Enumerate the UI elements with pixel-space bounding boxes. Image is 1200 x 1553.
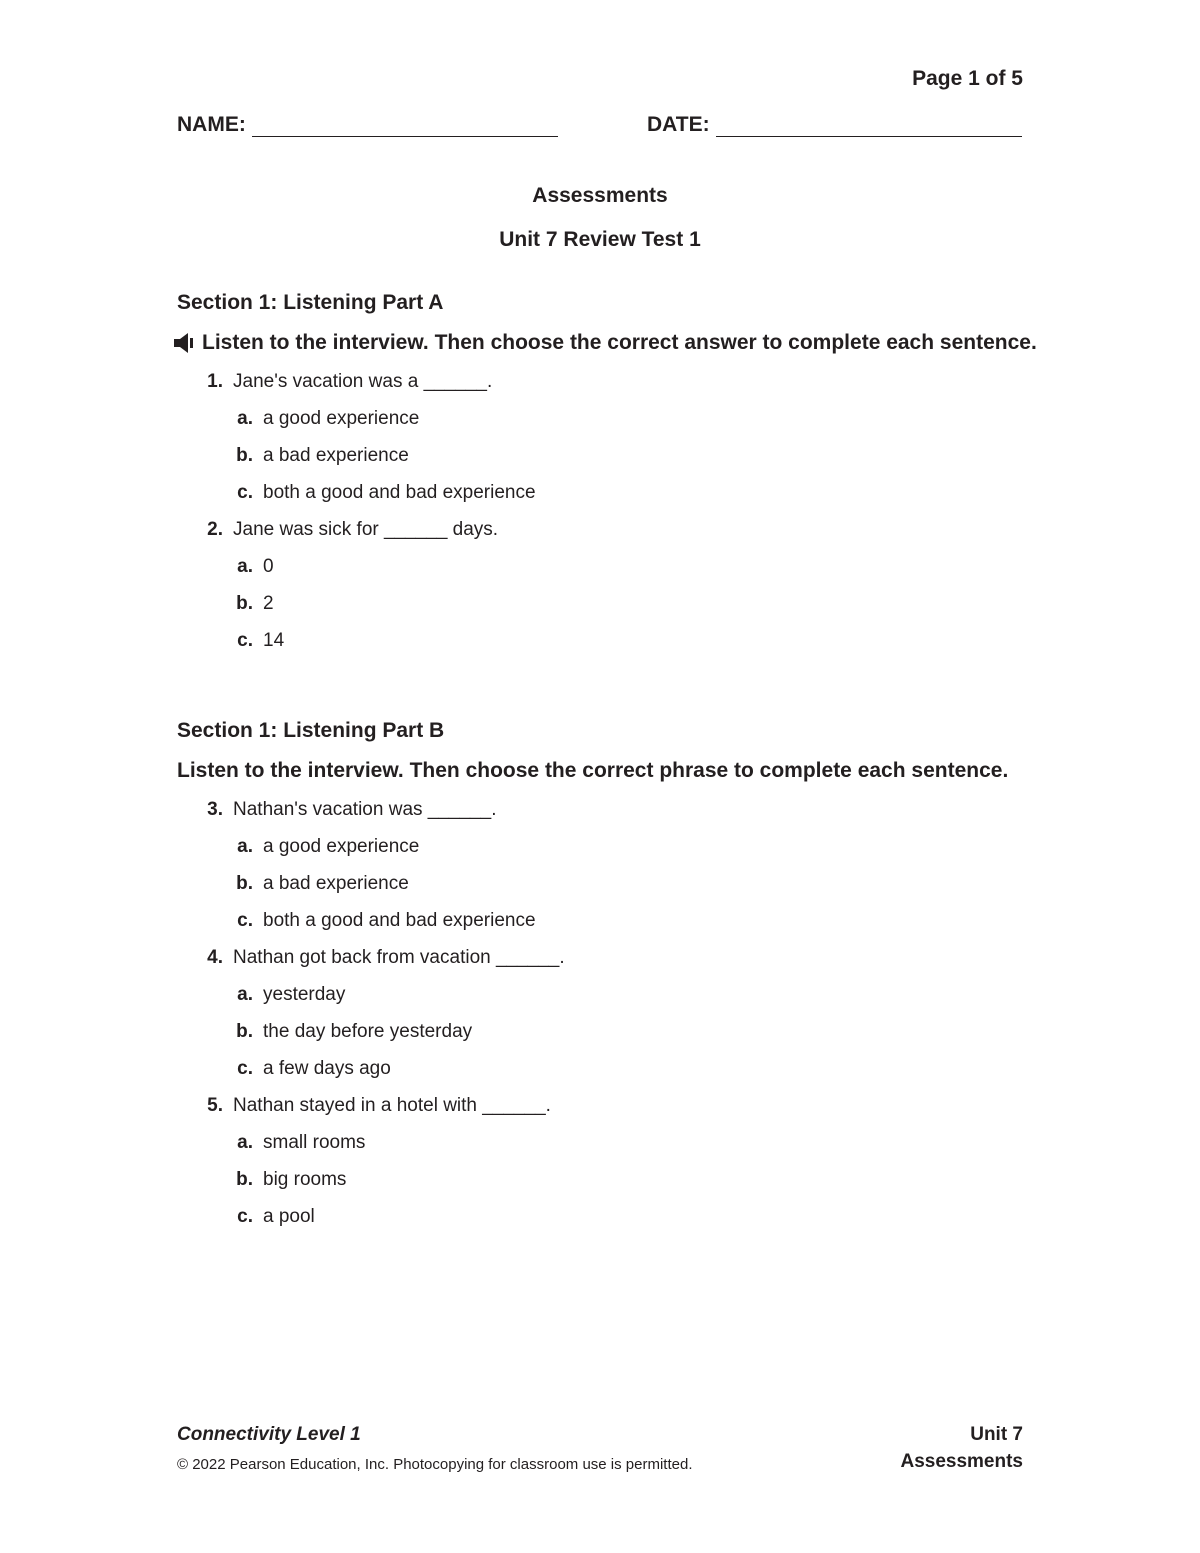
date-label: DATE:	[647, 113, 710, 136]
footer-course-title: Connectivity Level 1	[177, 1424, 361, 1445]
option-text: a good experience	[263, 408, 420, 429]
question-text: Nathan got back from vacation ______.	[233, 947, 565, 968]
option-2b[interactable]	[177, 585, 1037, 622]
option-text: 2	[263, 593, 274, 614]
document-title: Assessments	[532, 184, 668, 207]
option-letter: b.	[236, 445, 253, 466]
option-text: both a good and bad experience	[263, 482, 536, 503]
option-text: small rooms	[263, 1132, 366, 1153]
option-5a[interactable]	[177, 1124, 1037, 1161]
question-text: Jane's vacation was a ______.	[233, 371, 493, 392]
section-heading: Section 1: Listening Part A	[177, 291, 444, 314]
option-4c[interactable]	[177, 1050, 1037, 1087]
option-text: 14	[263, 630, 285, 651]
question-4	[177, 939, 1037, 976]
option-letter: c.	[237, 910, 253, 931]
option-letter: b.	[236, 593, 253, 614]
option-4b[interactable]	[177, 1013, 1037, 1050]
option-text: a bad experience	[263, 445, 409, 466]
question-5	[177, 1087, 1037, 1124]
question-number: 2.	[207, 519, 223, 540]
option-text: a bad experience	[263, 873, 409, 894]
option-5c[interactable]	[177, 1198, 1037, 1235]
instruction-text: Listen to the interview. Then choose the correct phrase to complete each sentence.	[177, 759, 1009, 782]
question-number: 4.	[207, 947, 223, 968]
question-number: 1.	[207, 371, 223, 392]
option-text: a pool	[263, 1206, 315, 1227]
option-text: 0	[263, 556, 274, 577]
option-3a[interactable]	[177, 828, 1037, 865]
name-field[interactable]	[177, 113, 558, 137]
option-letter: b.	[236, 1169, 253, 1190]
question-1	[177, 363, 1037, 400]
question-2	[177, 511, 1037, 548]
option-letter: b.	[236, 1021, 253, 1042]
option-2a[interactable]	[177, 548, 1037, 585]
footer-copyright: © 2022 Pearson Education, Inc. Photocopying for classroom use is permitted.	[177, 1456, 693, 1473]
option-text: a good experience	[263, 836, 420, 857]
option-text: the day before yesterday	[263, 1021, 473, 1042]
question-text: Nathan stayed in a hotel with ______.	[233, 1095, 551, 1116]
footer-assessments: Assessments	[900, 1451, 1023, 1472]
option-1a[interactable]	[177, 400, 1037, 437]
date-blank-line[interactable]	[716, 116, 1022, 137]
option-letter: c.	[237, 1058, 253, 1079]
question-3	[177, 791, 1037, 828]
option-letter: a.	[237, 984, 253, 1005]
option-letter: c.	[237, 1206, 253, 1227]
question-text: Jane was sick for ______ days.	[233, 519, 499, 540]
section-instruction	[177, 756, 1037, 785]
question-text: Nathan's vacation was ______.	[233, 799, 497, 820]
footer-right	[900, 1424, 1023, 1473]
option-text: yesterday	[263, 984, 346, 1005]
date-field[interactable]	[647, 113, 1022, 137]
question-number: 5.	[207, 1095, 223, 1116]
option-text: big rooms	[263, 1169, 347, 1190]
option-text: both a good and bad experience	[263, 910, 536, 931]
document-subtitle: Unit 7 Review Test 1	[499, 228, 701, 251]
page-number: Page 1 of 5	[912, 67, 1023, 90]
section-listening-part-a	[177, 291, 1037, 659]
audio-icon[interactable]	[174, 332, 196, 354]
instruction-text: Listen to the interview. Then choose the correct answer to complete each sentence.	[202, 331, 1037, 354]
option-1c[interactable]	[177, 474, 1037, 511]
option-letter: a.	[237, 408, 253, 429]
footer-unit: Unit 7	[970, 1424, 1023, 1445]
option-letter: c.	[237, 482, 253, 503]
name-label: NAME:	[177, 113, 246, 136]
name-blank-line[interactable]	[252, 116, 558, 137]
section-heading: Section 1: Listening Part B	[177, 719, 445, 742]
option-letter: b.	[236, 873, 253, 894]
option-text: a few days ago	[263, 1058, 391, 1079]
footer-left	[177, 1424, 693, 1473]
option-4a[interactable]	[177, 976, 1037, 1013]
section-listening-part-b	[177, 719, 1037, 1235]
question-number: 3.	[207, 799, 223, 820]
option-3b[interactable]	[177, 865, 1037, 902]
section-instruction	[177, 328, 1037, 357]
option-3c[interactable]	[177, 902, 1037, 939]
option-1b[interactable]	[177, 437, 1037, 474]
option-5b[interactable]	[177, 1161, 1037, 1198]
option-letter: a.	[237, 836, 253, 857]
option-2c[interactable]	[177, 622, 1037, 659]
header-fields	[177, 113, 1023, 143]
option-letter: c.	[237, 630, 253, 651]
option-letter: a.	[237, 1132, 253, 1153]
option-letter: a.	[237, 556, 253, 577]
